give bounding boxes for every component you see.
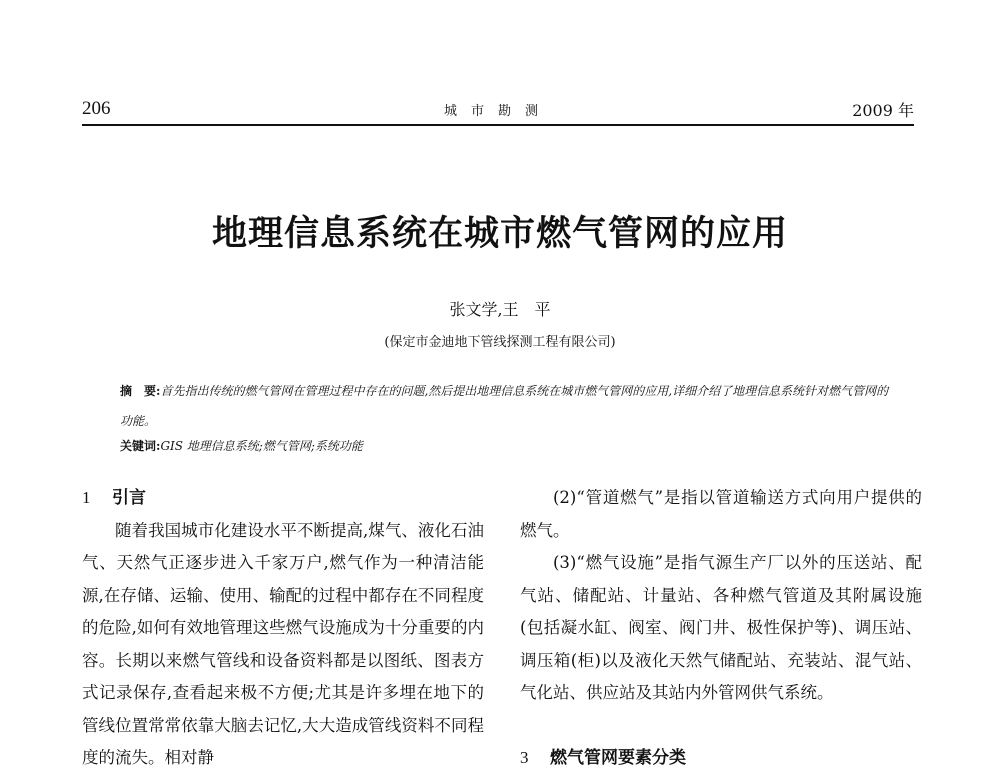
section-heading-classification [520, 742, 922, 775]
abstract [120, 376, 890, 436]
abstract-label: 摘 要: [120, 384, 161, 398]
abstract-text: 首先指出传统的燃气管网在管理过程中存在的问题,然后提出地理信息系统在城市燃气管网的应用,详细介绍了地理信息系统针对燃气管网的功能。 [120, 384, 889, 428]
page-number: 206 [82, 98, 111, 119]
section-title: 燃气管网要素分类 [550, 747, 686, 768]
left-column [82, 482, 484, 775]
author-affiliation: (保定市金迪地下管线探测工程有限公司) [384, 335, 616, 350]
header-rule [82, 124, 914, 126]
journal-name: 城市勘测 [443, 104, 552, 119]
keywords-text: GIS 地理信息系统;燃气管网;系统功能 [160, 439, 363, 453]
keywords-label: 关键词: [120, 439, 161, 453]
section-number: 1 [82, 488, 91, 507]
definition-pipeline-gas: (2)“管道燃气”是指以管道输送方式向用户提供的燃气。 [520, 488, 922, 540]
section-number: 3 [520, 747, 529, 767]
article-title: 地理信息系统在城市燃气管网的应用 [211, 213, 788, 254]
author-list: 张文学,王 平 [449, 300, 551, 319]
right-column [520, 482, 922, 774]
intro-paragraph: 随着我国城市化建设水平不断提高,煤气、液化石油气、天然气正逐步进入千家万户,燃气作为一种清洁能源,在存储、运输、使用、输配的过程中都存在不同程度的危险,如何有效地管理这些燃气设施成为十分重要的内容。长期以来燃气管线和设备资料都是以图纸、图表方式记录保存,查看起来极不方便;尤其是许多埋在地下的管线位置常常依靠大脑去记忆,大大造成管线资料不同程度的流失。相对静 [82, 520, 484, 767]
running-header [82, 98, 914, 122]
publication-year: 2009 年 [852, 101, 914, 120]
definition-gas-facilities: (3)“燃气设施”是指气源生产厂以外的压送站、配气站、储配站、计量站、各种燃气管道及其附属设施(包括凝水缸、阀室、阀门井、极性保护等)、调压站、调压箱(柜)以及液化天然气储配站、充装站、混气站、气化站、供应站及其站内外管网供气系统。 [520, 553, 922, 702]
keywords [120, 436, 890, 456]
section-heading-introduction [82, 482, 484, 515]
section-title: 引言 [112, 488, 146, 508]
